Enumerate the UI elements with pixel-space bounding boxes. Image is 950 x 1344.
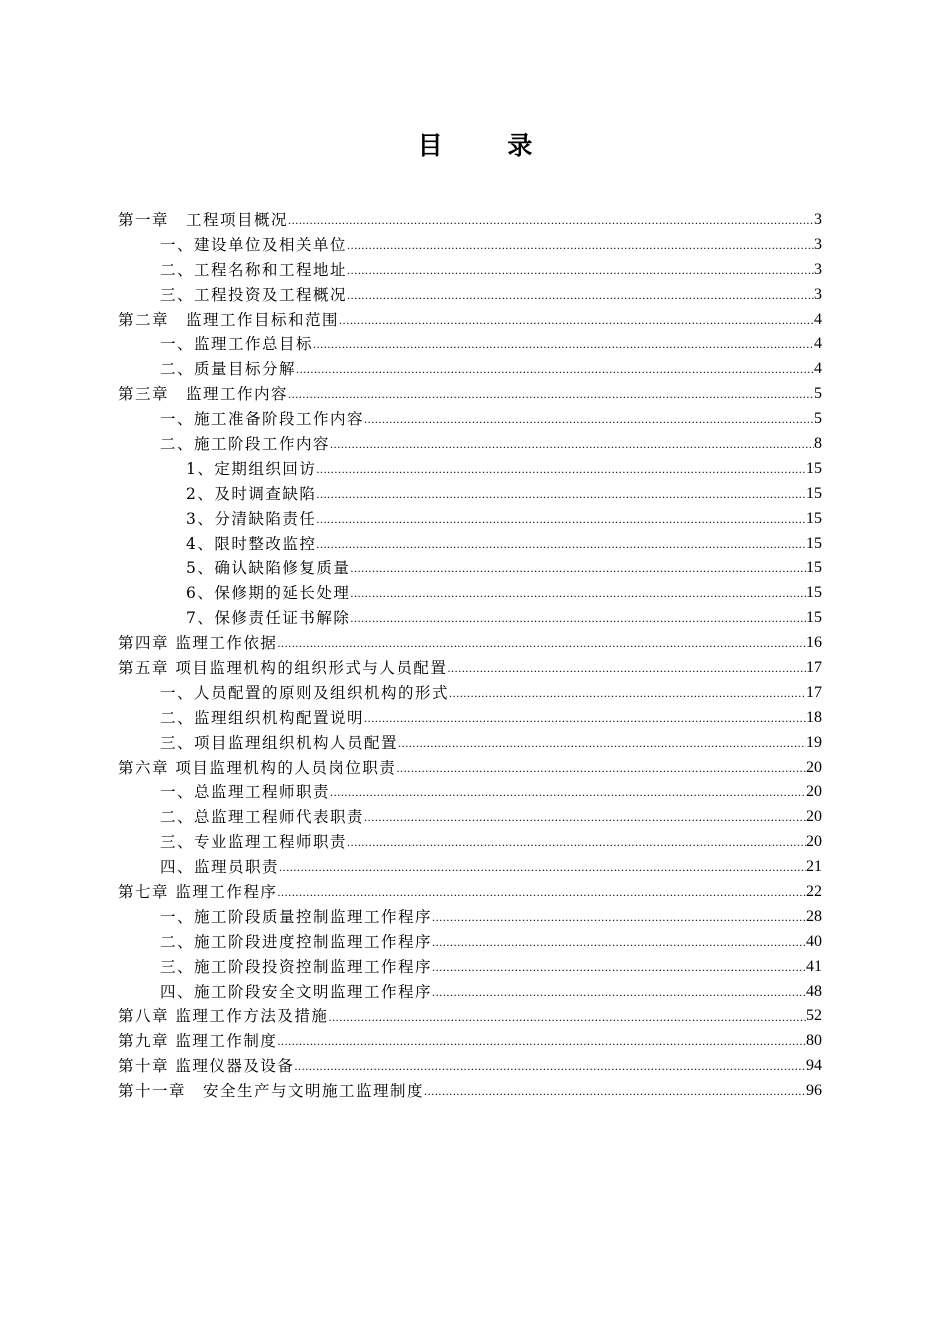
toc-entry-title: 一、人员配置的原则及组织机构的形式 xyxy=(160,683,450,702)
toc-dot-leader xyxy=(313,332,814,357)
toc-dot-leader xyxy=(328,1005,806,1030)
toc-entry[interactable] xyxy=(118,830,822,855)
toc-entry-title: 四、施工阶段安全文明监理工作程序 xyxy=(160,982,433,1001)
toc-entry[interactable] xyxy=(118,457,822,482)
toc-entry[interactable] xyxy=(118,980,822,1005)
toc-entry[interactable] xyxy=(118,507,822,532)
toc-dot-leader xyxy=(347,283,814,308)
toc-entry-title: 7、保修责任证书解除 xyxy=(186,609,351,628)
toc-dot-leader xyxy=(330,780,806,805)
toc-dot-leader xyxy=(350,606,806,631)
toc-dot-leader xyxy=(432,980,806,1005)
toc-entry-title: 5、确认缺陷修复质量 xyxy=(186,559,351,578)
toc-entry-title: 二、工程名称和工程地址 xyxy=(160,260,348,279)
toc-entry-page-number: 20 xyxy=(806,833,822,851)
toc-entry[interactable] xyxy=(118,731,822,756)
toc-entry-title: 第三章 监理工作内容 xyxy=(118,385,289,404)
toc-entry-page-number: 15 xyxy=(806,534,822,552)
toc-entry-page-number: 17 xyxy=(806,683,822,701)
toc-entry-page-number: 96 xyxy=(806,1082,822,1100)
toc-entry[interactable] xyxy=(118,482,822,507)
toc-entry-page-number: 21 xyxy=(806,858,822,876)
toc-entry[interactable] xyxy=(118,332,822,357)
toc-entry[interactable] xyxy=(118,1005,822,1030)
toc-dot-leader xyxy=(277,631,806,656)
toc-dot-leader xyxy=(330,432,814,457)
toc-entry-title: 二、监理组织机构配置说明 xyxy=(160,708,365,727)
toc-dot-leader xyxy=(294,1054,806,1079)
toc-dot-leader xyxy=(364,706,806,731)
toc-entry[interactable] xyxy=(118,656,822,681)
toc-entry-page-number: 52 xyxy=(806,1007,822,1025)
toc-entry-title: 一、总监理工程师职责 xyxy=(160,783,331,802)
toc-entry[interactable] xyxy=(118,955,822,980)
toc-entry-title: 4、限时整改监控 xyxy=(186,534,317,553)
toc-entry-page-number: 17 xyxy=(806,659,822,677)
toc-entry-title: 一、监理工作总目标 xyxy=(160,335,314,354)
toc-dot-leader xyxy=(447,656,806,681)
toc-entry[interactable] xyxy=(118,308,822,333)
toc-dot-leader xyxy=(288,208,814,233)
toc-entry-page-number: 41 xyxy=(806,957,822,975)
toc-entry-page-number: 4 xyxy=(814,310,822,328)
toc-entry-page-number: 80 xyxy=(806,1032,822,1050)
toc-entry[interactable] xyxy=(118,432,822,457)
toc-entry[interactable] xyxy=(118,208,822,233)
toc-entry-title: 二、施工阶段进度控制监理工作程序 xyxy=(160,932,433,951)
toc-entry[interactable] xyxy=(118,855,822,880)
toc-dot-leader xyxy=(396,756,806,781)
toc-entry-title: 一、建设单位及相关单位 xyxy=(160,235,348,254)
toc-entry[interactable] xyxy=(118,283,822,308)
toc-entry-title: 2、及时调查缺陷 xyxy=(186,484,317,503)
toc-dot-leader xyxy=(347,258,814,283)
toc-entry-page-number: 3 xyxy=(814,260,822,278)
toc-entry-title: 二、施工阶段工作内容 xyxy=(160,435,331,453)
toc-dot-leader xyxy=(424,1079,806,1104)
toc-entry-page-number: 15 xyxy=(806,559,822,577)
toc-entry-page-number: 40 xyxy=(806,932,822,950)
toc-dot-leader xyxy=(350,556,806,581)
toc-entry-title: 一、施工阶段质量控制监理工作程序 xyxy=(160,907,433,926)
toc-dot-leader xyxy=(449,681,806,706)
toc-entry-page-number: 3 xyxy=(814,235,822,253)
toc-entry-page-number: 20 xyxy=(806,783,822,801)
toc-entry[interactable] xyxy=(118,780,822,805)
toc-entry-page-number: 8 xyxy=(814,435,822,452)
toc-dot-leader xyxy=(398,731,806,756)
toc-entry[interactable] xyxy=(118,382,822,407)
toc-entry-title: 三、专业监理工程师职责 xyxy=(160,833,348,852)
toc-dot-leader xyxy=(288,382,814,407)
table-of-contents xyxy=(118,208,822,1104)
toc-entry-page-number: 94 xyxy=(806,1057,822,1075)
toc-entry-title: 6、保修期的延长处理 xyxy=(186,584,351,603)
toc-entry[interactable] xyxy=(118,532,822,557)
toc-entry[interactable] xyxy=(118,407,822,432)
toc-entry[interactable] xyxy=(118,930,822,955)
toc-entry-page-number: 20 xyxy=(806,808,822,826)
toc-entry-title: 第七章 监理工作程序 xyxy=(118,883,278,902)
toc-dot-leader xyxy=(316,457,806,482)
toc-entry[interactable] xyxy=(118,681,822,706)
toc-entry-title: 第四章 监理工作依据 xyxy=(118,634,278,653)
toc-dot-leader xyxy=(296,357,814,382)
toc-dot-leader xyxy=(339,308,814,333)
toc-dot-leader xyxy=(350,581,806,606)
toc-entry-title: 三、项目监理组织机构人员配置 xyxy=(160,733,399,752)
toc-dot-leader xyxy=(347,830,806,855)
toc-entry-title: 第十一章 安全生产与文明施工监理制度 xyxy=(118,1082,425,1101)
toc-entry-page-number: 15 xyxy=(806,509,822,527)
toc-dot-leader xyxy=(364,407,814,432)
toc-entry-title: 3、分清缺陷责任 xyxy=(186,509,317,528)
toc-entry-page-number: 15 xyxy=(806,459,822,477)
toc-entry-page-number: 28 xyxy=(806,907,822,925)
toc-entry-page-number: 16 xyxy=(806,634,822,652)
toc-entry-page-number: 19 xyxy=(806,733,822,751)
toc-entry-title: 第十章 监理仪器及设备 xyxy=(118,1057,295,1076)
toc-entry-title: 四、监理员职责 xyxy=(160,858,280,877)
toc-entry-title: 第一章 工程项目概况 xyxy=(118,210,289,229)
toc-entry[interactable] xyxy=(118,258,822,283)
toc-entry-page-number: 3 xyxy=(814,285,822,303)
toc-dot-leader xyxy=(277,1029,806,1054)
toc-entry[interactable] xyxy=(118,805,822,830)
toc-entry-title: 第九章 监理工作制度 xyxy=(118,1032,278,1051)
toc-entry[interactable] xyxy=(118,556,822,581)
toc-entry-title: 一、施工准备阶段工作内容 xyxy=(160,410,365,429)
toc-entry-title: 三、施工阶段投资控制监理工作程序 xyxy=(160,957,433,976)
toc-entry-title: 第五章 项目监理机构的组织形式与人员配置 xyxy=(118,659,448,678)
toc-entry-page-number: 3 xyxy=(814,210,822,228)
toc-entry-page-number: 22 xyxy=(806,883,822,901)
toc-entry-page-number: 48 xyxy=(806,982,822,1000)
toc-entry-title: 二、质量目标分解 xyxy=(160,360,297,379)
toc-entry[interactable] xyxy=(118,233,822,258)
toc-dot-leader xyxy=(432,930,806,955)
toc-dot-leader xyxy=(316,482,806,507)
toc-entry[interactable] xyxy=(118,1054,822,1079)
toc-entry[interactable] xyxy=(118,581,822,606)
toc-entry[interactable] xyxy=(118,606,822,631)
page-title: 目 录 xyxy=(417,131,561,160)
toc-entry[interactable] xyxy=(118,631,822,656)
toc-entry[interactable] xyxy=(118,706,822,731)
toc-entry-page-number: 4 xyxy=(814,335,822,353)
toc-entry-page-number: 5 xyxy=(814,410,822,428)
toc-entry-title: 1、定期组织回访 xyxy=(186,459,317,478)
toc-dot-leader xyxy=(347,233,814,258)
toc-entry[interactable] xyxy=(118,756,822,781)
toc-dot-leader xyxy=(364,805,806,830)
toc-entry-page-number: 4 xyxy=(814,360,822,378)
toc-entry[interactable] xyxy=(118,357,822,382)
toc-dot-leader xyxy=(277,880,806,905)
toc-entry[interactable] xyxy=(118,880,822,905)
toc-dot-leader xyxy=(316,507,806,532)
toc-entry[interactable] xyxy=(118,1029,822,1054)
toc-dot-leader xyxy=(432,905,806,930)
toc-entry[interactable] xyxy=(118,1079,822,1104)
toc-entry-page-number: 20 xyxy=(806,758,822,776)
toc-entry-title: 三、工程投资及工程概况 xyxy=(160,285,348,304)
toc-entry[interactable] xyxy=(118,905,822,930)
toc-entry-page-number: 15 xyxy=(806,484,822,502)
toc-dot-leader xyxy=(316,532,806,557)
toc-entry-title: 第八章 监理工作方法及措施 xyxy=(118,1007,329,1026)
toc-entry-page-number: 18 xyxy=(806,708,822,726)
toc-entry-title: 第二章 监理工作目标和范围 xyxy=(118,310,340,329)
toc-entry-title: 第六章 项目监理机构的人员岗位职责 xyxy=(118,758,397,777)
toc-dot-leader xyxy=(279,855,806,880)
toc-entry-page-number: 15 xyxy=(806,609,822,627)
toc-entry-page-number: 15 xyxy=(806,584,822,602)
toc-entry-page-number: 5 xyxy=(814,385,822,403)
toc-dot-leader xyxy=(432,955,806,980)
toc-entry-title: 二、总监理工程师代表职责 xyxy=(160,808,365,827)
